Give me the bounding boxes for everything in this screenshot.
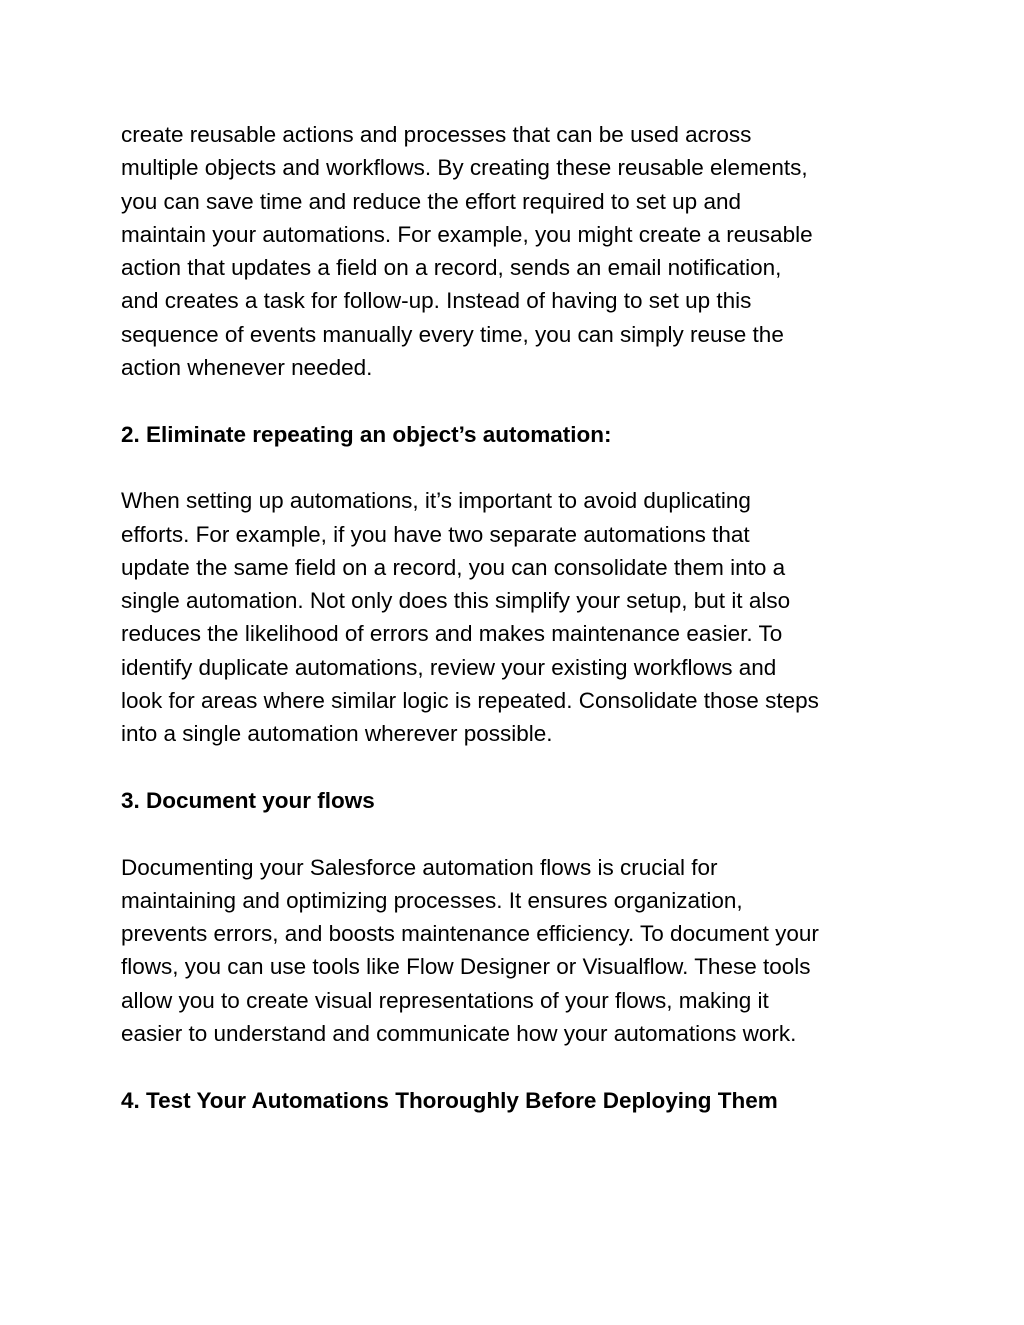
heading-test-automations: 4. Test Your Automations Thoroughly Before Deploying Them (121, 1087, 778, 1113)
paragraph-documenting-flows: Documenting your Salesforce automation flows is crucial for maintaining and optimizing processes. It ensures organization, prevents errors, and boosts maintenance efficiency. To document your flows, you can use tools like Flow Designer or Visualflow. These tools allow you to create visual representations of your flows, making it easier to understand and communicate how your automations work. (121, 854, 819, 1047)
paragraph-avoid-duplicating: When setting up automations, it’s important to avoid duplicating efforts. For example, if you have two separate automations that update the same field on a record, you can consolidate them into a single automation. Not only does this simplify your setup, but it also reduces the likelihood of errors and makes maintenance easier. To identify duplicate automations, review your existing workflows and look for areas where similar logic is repeated. Consolidate those steps into a single automation wherever possible. (121, 488, 819, 747)
document-page (121, 118, 911, 1150)
heading-document-flows: 3. Document your flows (121, 787, 375, 813)
paragraph-reusable-actions: create reusable actions and processes that can be used across multiple objects and workflows. By creating these reusable elements, you can save time and reduce the effort required to set up and maintain your automations. For example, you might create a reusable action that updates a field on a record, sends an email notification, and creates a task for follow-up. Instead of having to set up this sequence of events manually every time, you can simply reuse the action whenever needed. (121, 122, 813, 381)
heading-eliminate-repeating: 2. Eliminate repeating an object’s automation: (121, 421, 612, 447)
